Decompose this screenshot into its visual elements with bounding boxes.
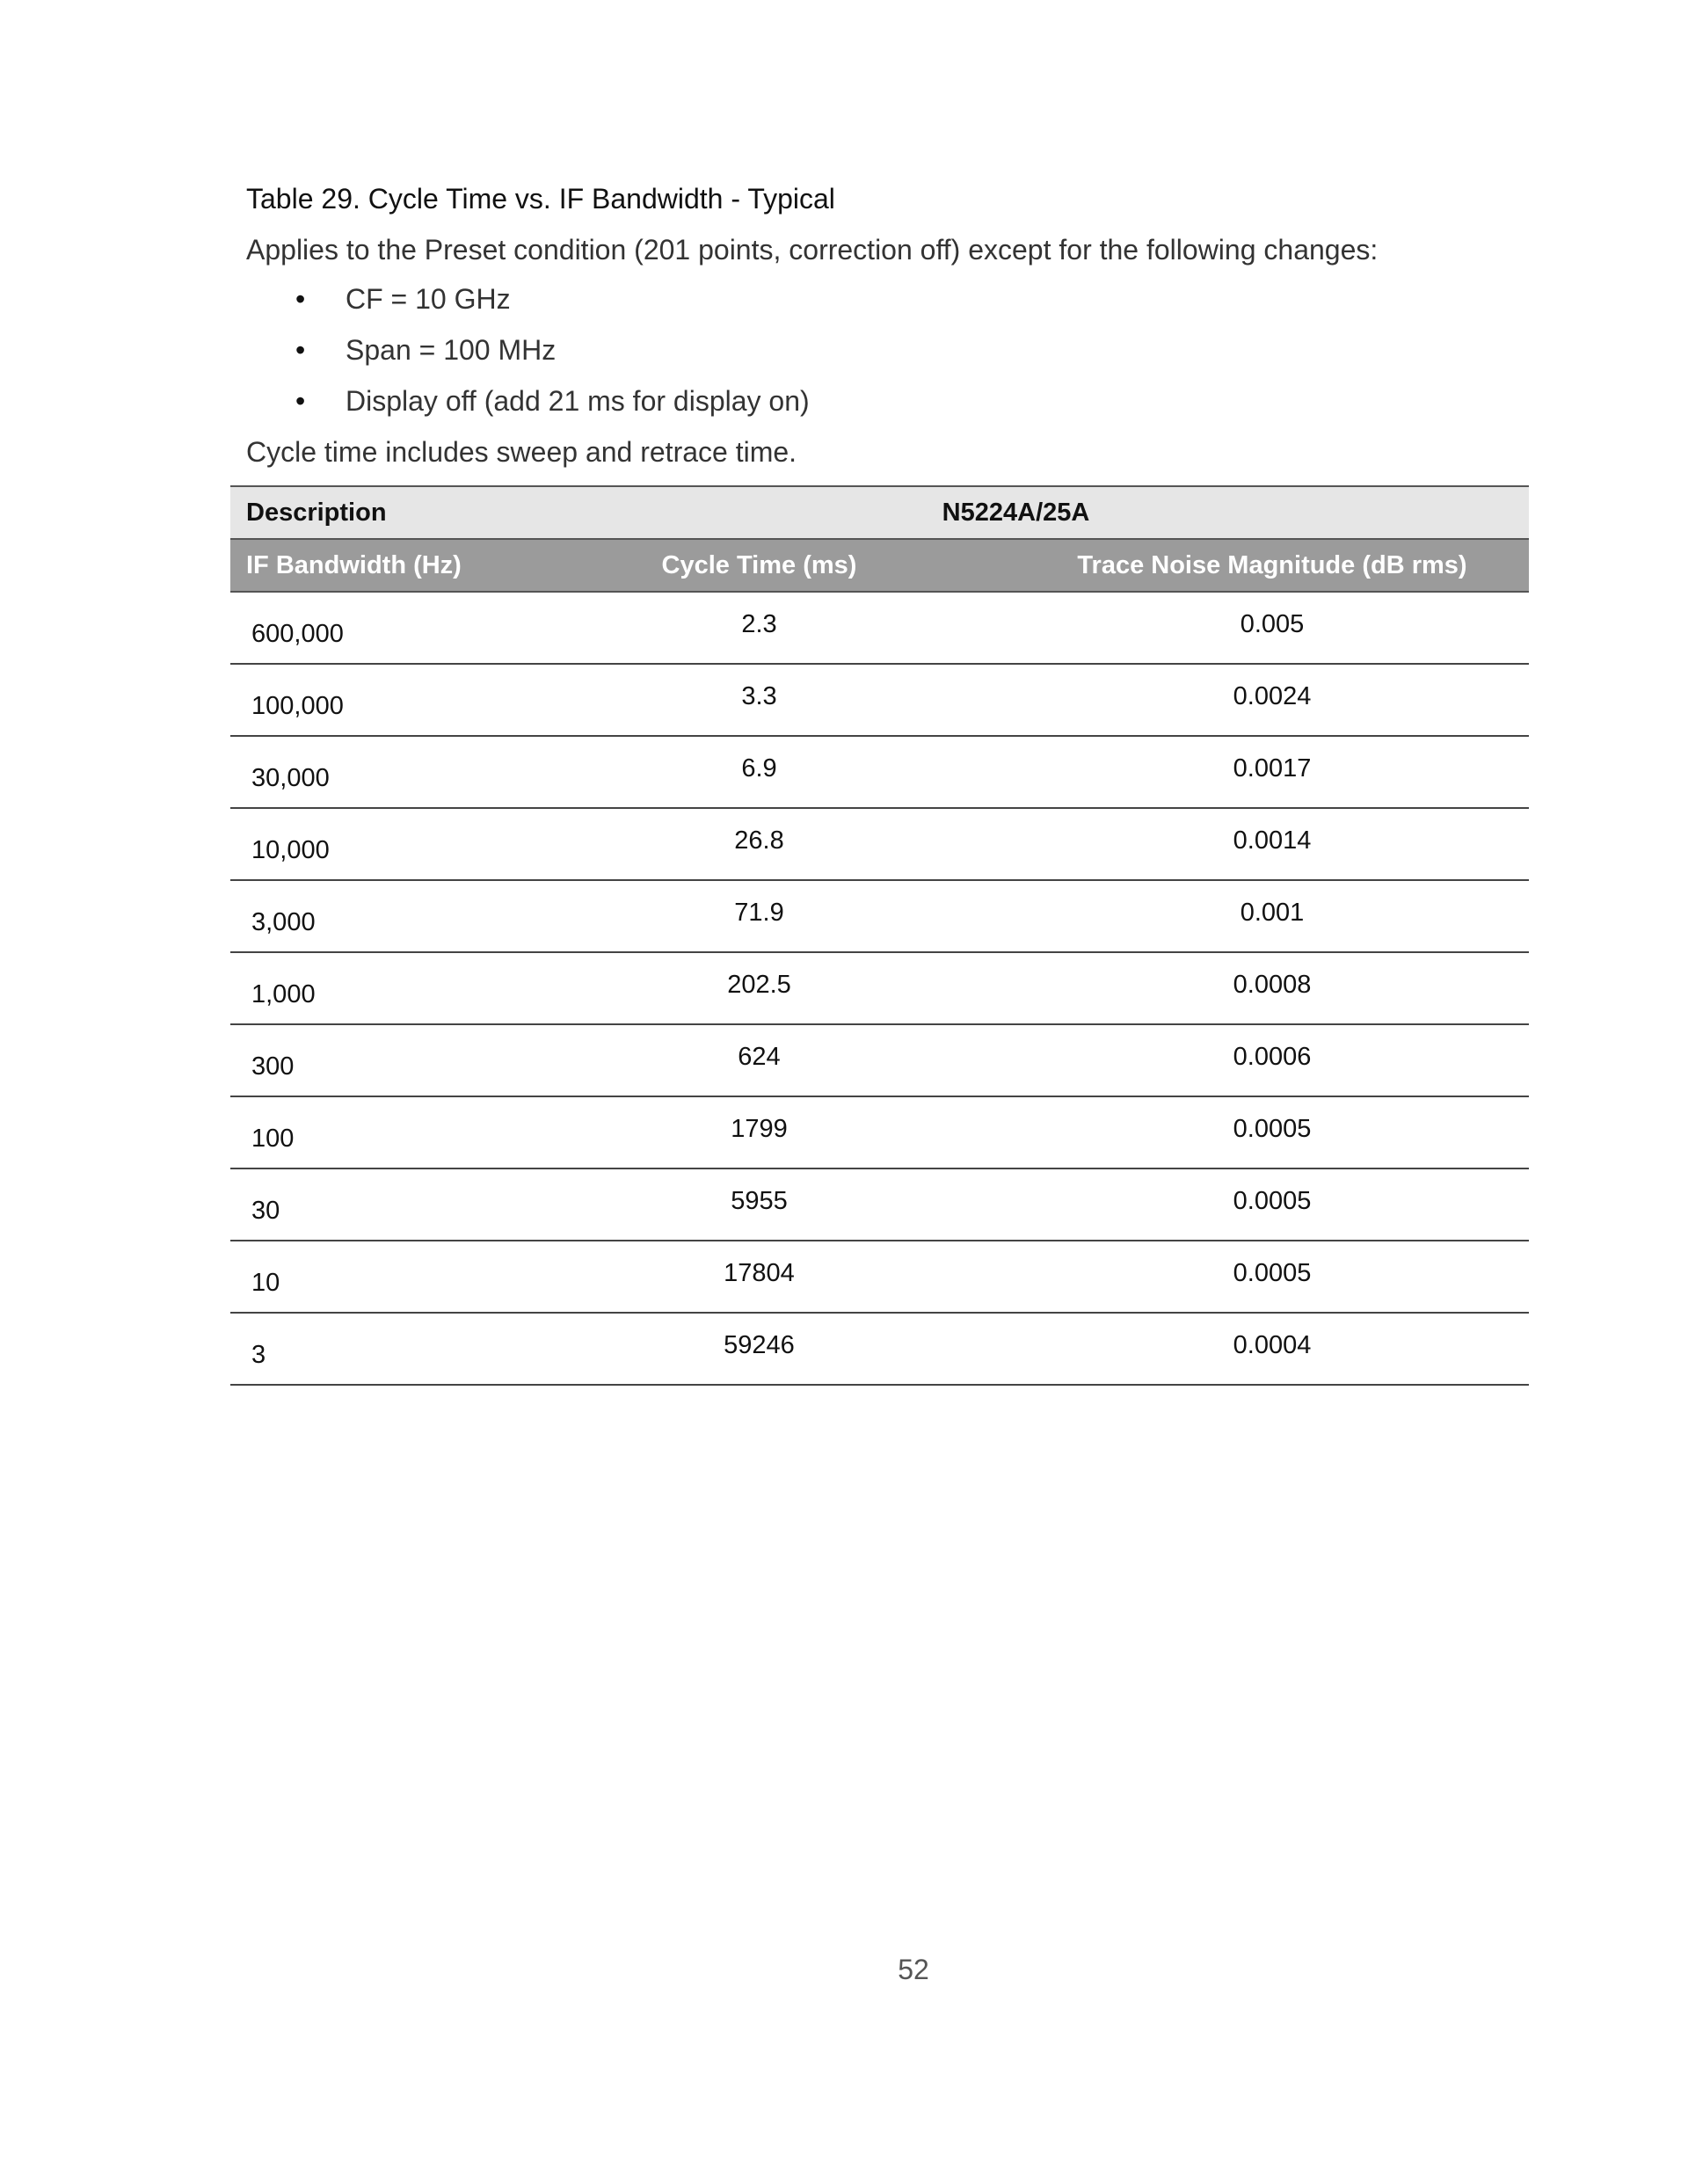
cycle-time-cell: 26.8 <box>503 808 1015 880</box>
column-header-row <box>230 539 1529 592</box>
if-bandwidth-cell: 3 <box>230 1313 503 1385</box>
trace-noise-cell: 0.0005 <box>1015 1168 1529 1241</box>
cycle-time-cell: 202.5 <box>503 952 1015 1024</box>
if-bandwidth-cell: 300 <box>230 1024 503 1096</box>
if-bandwidth-cell: 100,000 <box>230 664 503 736</box>
column-header-cycle-time: Cycle Time (ms) <box>503 539 1015 592</box>
table-row <box>230 1168 1529 1241</box>
bullet-icon: • <box>295 385 306 417</box>
table-body <box>230 592 1529 1385</box>
trace-noise-cell: 0.0005 <box>1015 1096 1529 1168</box>
list-item <box>246 332 810 383</box>
if-bandwidth-cell: 30,000 <box>230 736 503 808</box>
cycle-time-cell: 17804 <box>503 1241 1015 1313</box>
cycle-time-cell: 6.9 <box>503 736 1015 808</box>
cycle-time-cell: 2.3 <box>503 592 1015 664</box>
list-item <box>246 383 810 434</box>
trace-noise-cell: 0.0006 <box>1015 1024 1529 1096</box>
trace-noise-cell: 0.0004 <box>1015 1313 1529 1385</box>
list-item-text: Span = 100 MHz <box>346 334 557 366</box>
list-item-text: CF = 10 GHz <box>346 283 511 315</box>
column-header-trace-noise: Trace Noise Magnitude (dB rms) <box>1015 539 1529 592</box>
table-row <box>230 1313 1529 1385</box>
if-bandwidth-cell: 600,000 <box>230 592 503 664</box>
intro-paragraph: Applies to the Preset condition (201 points, correction off) except for the following changes: <box>246 234 1379 266</box>
model-label: N5224A/25A <box>503 486 1529 539</box>
trace-noise-cell: 0.005 <box>1015 592 1529 664</box>
cycle-time-cell: 3.3 <box>503 664 1015 736</box>
trace-noise-cell: 0.0014 <box>1015 808 1529 880</box>
if-bandwidth-cell: 100 <box>230 1096 503 1168</box>
trace-noise-cell: 0.001 <box>1015 880 1529 952</box>
cycle-time-cell: 5955 <box>503 1168 1015 1241</box>
column-header-if-bandwidth: IF Bandwidth (Hz) <box>230 539 503 592</box>
table-row <box>230 1024 1529 1096</box>
table-row <box>230 952 1529 1024</box>
table-row <box>230 1096 1529 1168</box>
cycle-time-cell: 71.9 <box>503 880 1015 952</box>
if-bandwidth-cell: 3,000 <box>230 880 503 952</box>
description-row <box>230 486 1529 539</box>
trace-noise-cell: 0.0024 <box>1015 664 1529 736</box>
list-item-text: Display off (add 21 ms for display on) <box>346 385 810 417</box>
table-row <box>230 808 1529 880</box>
cycle-time-note: Cycle time includes sweep and retrace time. <box>246 436 797 468</box>
trace-noise-cell: 0.0008 <box>1015 952 1529 1024</box>
trace-noise-cell: 0.0017 <box>1015 736 1529 808</box>
cycle-time-cell: 624 <box>503 1024 1015 1096</box>
trace-noise-cell: 0.0005 <box>1015 1241 1529 1313</box>
cycle-time-cell: 1799 <box>503 1096 1015 1168</box>
description-label: Description <box>230 486 503 539</box>
bullet-icon: • <box>295 283 306 315</box>
cycle-time-cell: 59246 <box>503 1313 1015 1385</box>
if-bandwidth-cell: 1,000 <box>230 952 503 1024</box>
table-row <box>230 592 1529 664</box>
cycle-time-table <box>230 485 1529 1386</box>
if-bandwidth-cell: 10,000 <box>230 808 503 880</box>
table-row <box>230 1241 1529 1313</box>
conditions-list <box>246 281 810 434</box>
table-row <box>230 736 1529 808</box>
table-title: Table 29. Cycle Time vs. IF Bandwidth - Typical <box>246 183 835 215</box>
page-number: 52 <box>898 1954 929 1985</box>
if-bandwidth-cell: 30 <box>230 1168 503 1241</box>
table-row <box>230 880 1529 952</box>
table-row <box>230 664 1529 736</box>
bullet-icon: • <box>295 334 306 366</box>
if-bandwidth-cell: 10 <box>230 1241 503 1313</box>
list-item <box>246 281 810 332</box>
